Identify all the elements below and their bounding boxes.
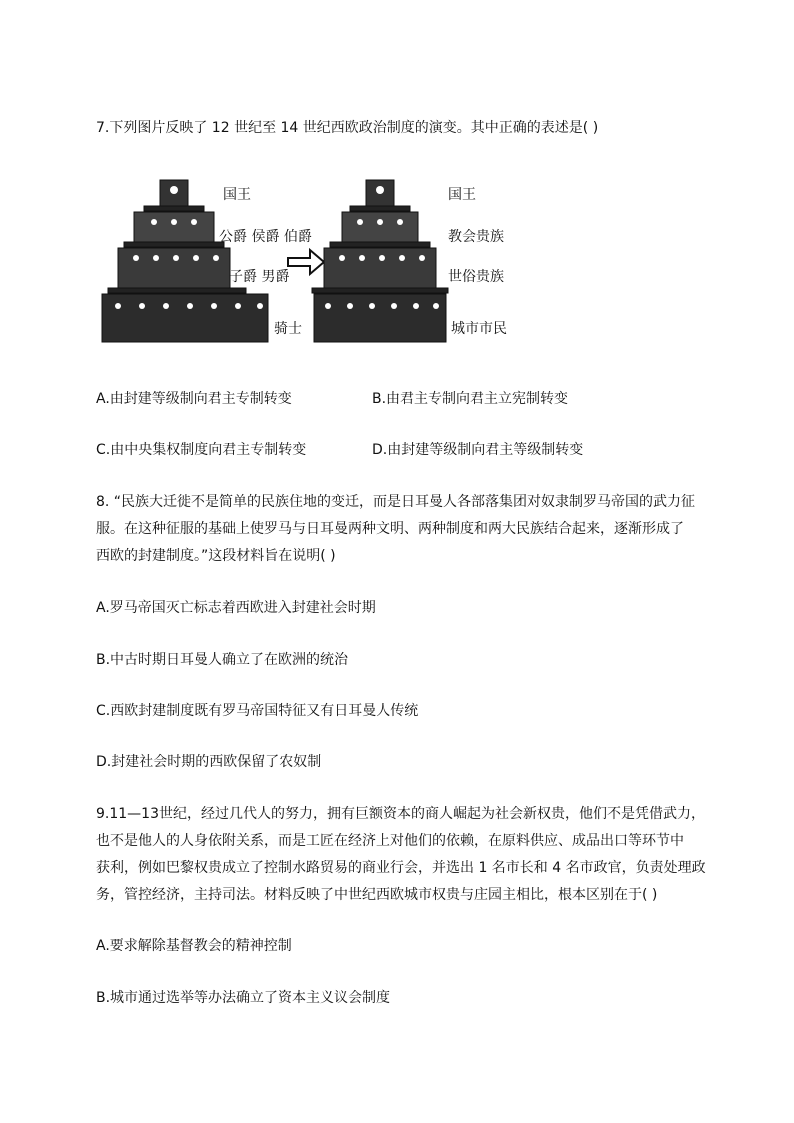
q8-option-c: C.西欧封建制度既有罗马帝国特征又有日耳曼人传统 xyxy=(96,703,419,719)
left-label-tier4: 骑士 xyxy=(274,321,302,337)
q9-stem-line-4: 务，管控经济，主持司法。材料反映了中世纪西欧城市权贵与庄园主相比，根本区别在于( ) xyxy=(96,887,658,903)
question-7-stem: 7.下列图片反映了 12 世纪至 14 世纪西欧政治制度的演变。其中正确的表述是( ) xyxy=(96,120,599,136)
right-label-tier2: 教会贵族 xyxy=(448,229,504,245)
q9-stem-line-3: 获利，例如巴黎权贵成立了控制水路贸易的商业行会，并选出 1 名市长和 4 名市政官，负责处理政 xyxy=(96,860,706,876)
left-pyramid-drawing xyxy=(102,180,268,342)
pyramid-figure xyxy=(98,170,518,350)
left-label-tier2: 公爵 侯爵 伯爵 xyxy=(219,229,312,245)
right-label-tier3: 世俗贵族 xyxy=(448,269,504,285)
q8-stem-line-1: 8. “民族大迁徙不是简单的民族住地的变迁，而是日耳曼人各部落集团对奴隶制罗马帝国的武力征 xyxy=(96,494,696,510)
left-label-tier3: 子爵 男爵 xyxy=(229,269,290,285)
q7-option-c: C.由中央集权制度向君主专制转变 xyxy=(96,442,307,458)
arrow-icon xyxy=(288,250,324,274)
q9-stem-line-1: 9.11—13世纪，经过几代人的努力，拥有巨额资本的商人崛起为社会新权贵，他们不是凭借武力， xyxy=(96,806,705,822)
q9-option-b: B.城市通过选举等办法确立了资本主义议会制度 xyxy=(96,990,391,1006)
right-label-tier4: 城市市民 xyxy=(451,321,507,337)
left-label-king: 国王 xyxy=(223,187,251,203)
q8-option-b: B.中古时期日耳曼人确立了在欧洲的统治 xyxy=(96,652,349,668)
right-label-king: 国王 xyxy=(448,187,476,203)
q7-option-d: D.由封建等级制向君主等级制转变 xyxy=(372,442,584,458)
q8-option-a: A.罗马帝国灭亡标志着西欧进入封建社会时期 xyxy=(96,600,376,616)
q9-stem-line-2: 也不是他人的人身依附关系，而是工匠在经济上对他们的依赖，在原料供应、成品出口等环节中 xyxy=(96,833,684,849)
q7-option-a: A.由封建等级制向君主专制转变 xyxy=(96,391,292,407)
q8-option-d: D.封建社会时期的西欧保留了农奴制 xyxy=(96,754,322,770)
q8-stem-line-2: 服。在这种征服的基础上使罗马与日耳曼两种文明、两种制度和两大民族结合起来，逐渐形成了 xyxy=(96,521,684,537)
q7-option-b: B.由君主专制向君主立宪制转变 xyxy=(372,391,569,407)
q8-stem-line-3: 西欧的封建制度。”这段材料旨在说明( ) xyxy=(96,548,336,564)
right-pyramid-drawing xyxy=(312,180,448,342)
q9-option-a: A.要求解除基督教会的精神控制 xyxy=(96,938,292,954)
